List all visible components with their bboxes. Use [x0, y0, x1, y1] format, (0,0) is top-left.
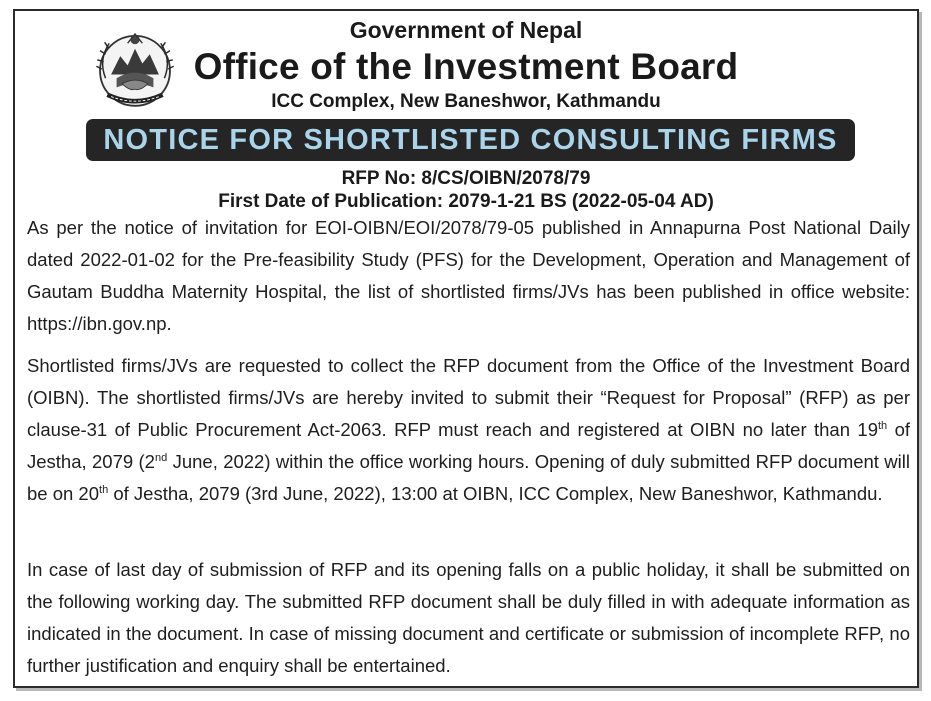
- paragraph-part: of Jestha, 2079 (2: [27, 419, 910, 472]
- paragraph-holiday-clause: In case of last day of submission of RFP and its opening falls on a public holiday, it shall be submitted on the following working day. The submitted RFP document shall be duly filled in with adequate information as indicated in the document. In case of missing document and certificate or submission of incomplete RFP, no further justification and enquiry shall be entertained.: [27, 559, 910, 676]
- publication-date: First Date of Publication: 2079-1-21 BS (2022-05-04 AD): [218, 191, 714, 212]
- notice-banner: NOTICE FOR SHORTLISTED CONSULTING FIRMS: [86, 119, 855, 161]
- ordinal-suffix: th: [99, 483, 109, 496]
- rfp-number: RFP No: 8/CS/OIBN/2078/79: [341, 168, 591, 189]
- notice-frame: [13, 9, 919, 688]
- paragraph-part: of Jestha, 2079 (3rd June, 2022), 13:00 at OIBN, ICC Complex, New Baneshwor, Kathmandu.: [108, 483, 883, 504]
- paragraph-rfp-submission: [27, 350, 910, 510]
- paragraph-part: June, 2022) within the office working hours. Opening of duly submitted RFP document will be on 20: [27, 451, 910, 504]
- ordinal-suffix: nd: [154, 451, 168, 464]
- ordinal-suffix: th: [877, 419, 888, 432]
- government-title: Government of Nepal: [349, 17, 583, 43]
- office-address: ICC Complex, New Baneshwor, Kathmandu: [271, 91, 661, 112]
- paragraph-part: Shortlisted firms/JVs are requested to collect the RFP document from the Office of the Investment Board (OIBN). The shortlisted firms/JVs are hereby invited to submit their “Request for Proposal” (RFP) as per clause-31 of Public Procurement Act-2063. RFP must reach and registered at OIBN no later than 19: [27, 355, 910, 440]
- office-title: Office of the Investment Board: [193, 46, 739, 87]
- paragraph-eoi-reference: As per the notice of invitation for EOI-OIBN/EOI/2078/79-05 published in Annapurna Post National Daily dated 2022-01-02 for the Pre-feasibility Study (PFS) for the Development, Operation and Management of Gautam Buddha Maternity Hospital, the list of shortlisted firms/JVs has been published in office website: https://ibn.gov.np.: [27, 217, 910, 334]
